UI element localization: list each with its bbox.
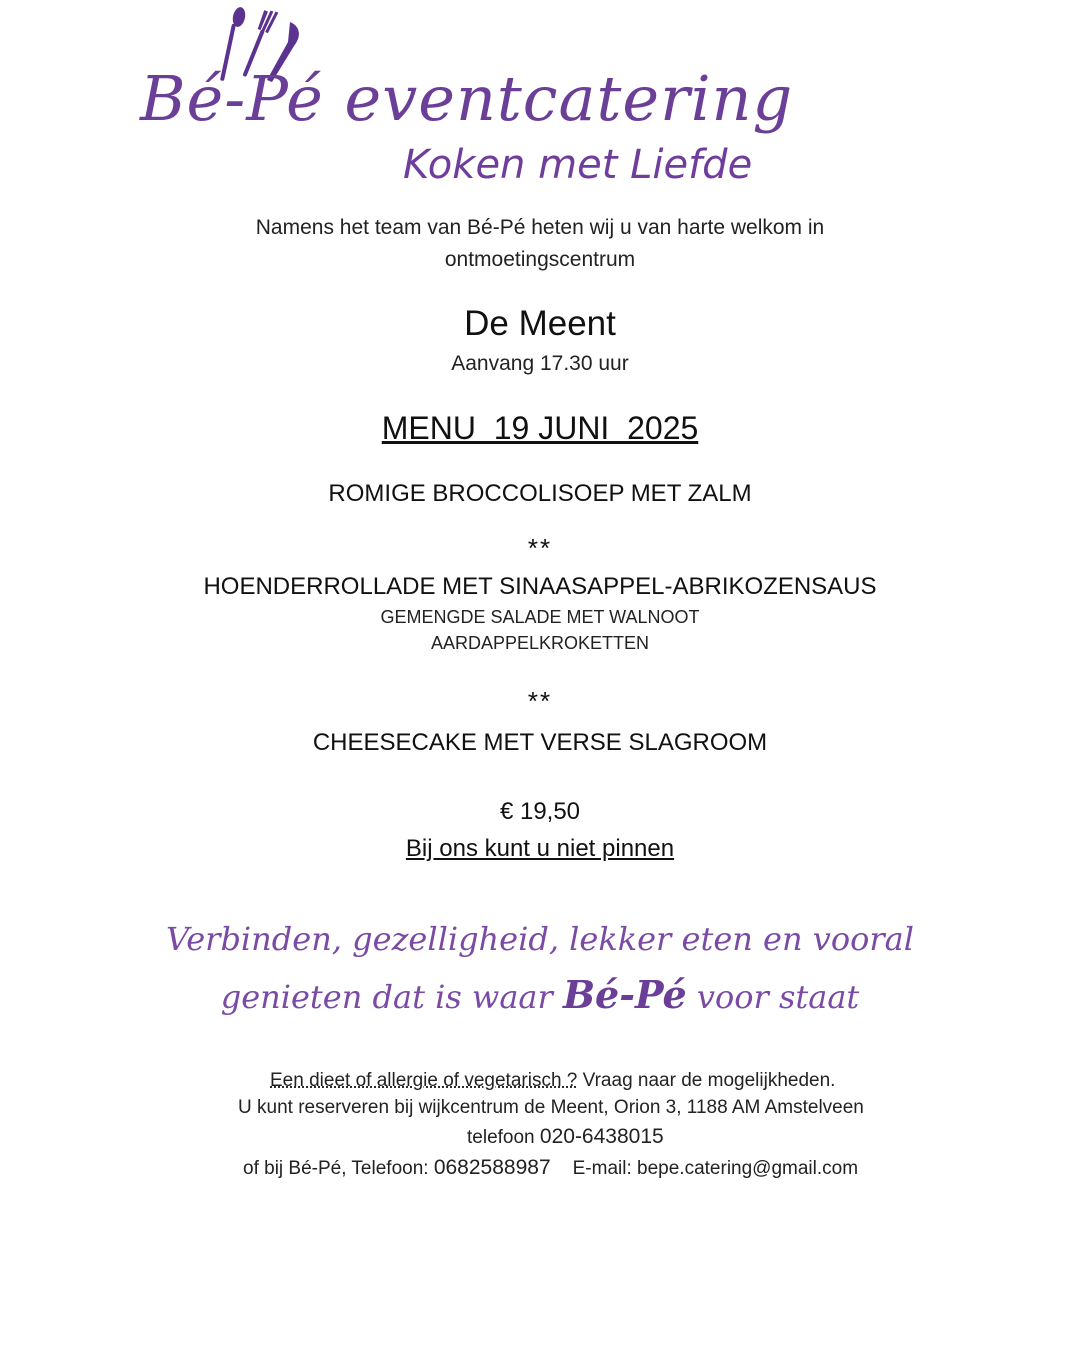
email-label: E-mail: [572, 1158, 638, 1179]
course-separator: ** [527, 533, 553, 563]
slogan-text-pre: genieten dat is waar [220, 978, 563, 1016]
course-main: HOENDERROLLADE MET SINAASAPPEL-ABRIKOZENSAUS [203, 573, 877, 600]
course-separator: ** [527, 686, 553, 716]
brand-name: Bé-Pé eventcatering [140, 62, 794, 135]
course-starter: ROMIGE BROCCOLISOEP MET ZALM [328, 480, 752, 507]
welcome-line-2: ontmoetingscentrum [444, 248, 636, 271]
diet-line [270, 1070, 835, 1092]
slogan-brand: Bé-Pé [562, 972, 687, 1017]
diet-answer: Vraag naar de mogelijkheden. [577, 1070, 836, 1091]
course-dessert: CHEESECAKE MET VERSE SLAGROOM [312, 729, 768, 756]
menu-price: € 19,50 [499, 798, 581, 825]
venue-phone: 020-6438015 [539, 1125, 664, 1148]
side-dish-croquettes: AARDAPPELKROKETTEN [430, 633, 650, 653]
diet-question: Een dieet of allergie of vegetarisch ? [270, 1070, 578, 1091]
alt-contact-prefix: of bij Bé-Pé, Telefoon: [243, 1158, 434, 1179]
email-address: bepe.catering@gmail.com [637, 1158, 859, 1179]
slogan-line-2 [0, 972, 1080, 1017]
payment-note [0, 835, 1080, 863]
contact-line [243, 1156, 858, 1180]
slogan-text-post: voor staat [686, 978, 860, 1016]
slogan-line-1: Verbinden, gezelligheid, lekker eten en vooral [166, 920, 914, 958]
venue-phone-line [467, 1125, 664, 1149]
menu-title-text: MENU 19 JUNI 2025 [381, 410, 699, 446]
side-dish-salad: GEMENGDE SALADE MET WALNOOT [380, 607, 700, 627]
welcome-line-1: Namens het team van Bé-Pé heten wij u van harte welkom in [255, 216, 825, 239]
alt-phone: 0682588987 [433, 1156, 551, 1179]
start-time: Aanvang 17.30 uur [451, 352, 629, 375]
venue-phone-label: telefoon [467, 1127, 540, 1148]
payment-note-text: Bij ons kunt u niet pinnen [405, 835, 675, 862]
tagline: Koken met Liefde [403, 142, 753, 188]
welcome-text [0, 212, 1080, 276]
reservation-line: U kunt reserveren bij wijkcentrum de Meent, Orion 3, 1188 AM Amstelveen [238, 1097, 864, 1118]
venue-name: De Meent [464, 304, 616, 343]
menu-title [0, 410, 1080, 447]
